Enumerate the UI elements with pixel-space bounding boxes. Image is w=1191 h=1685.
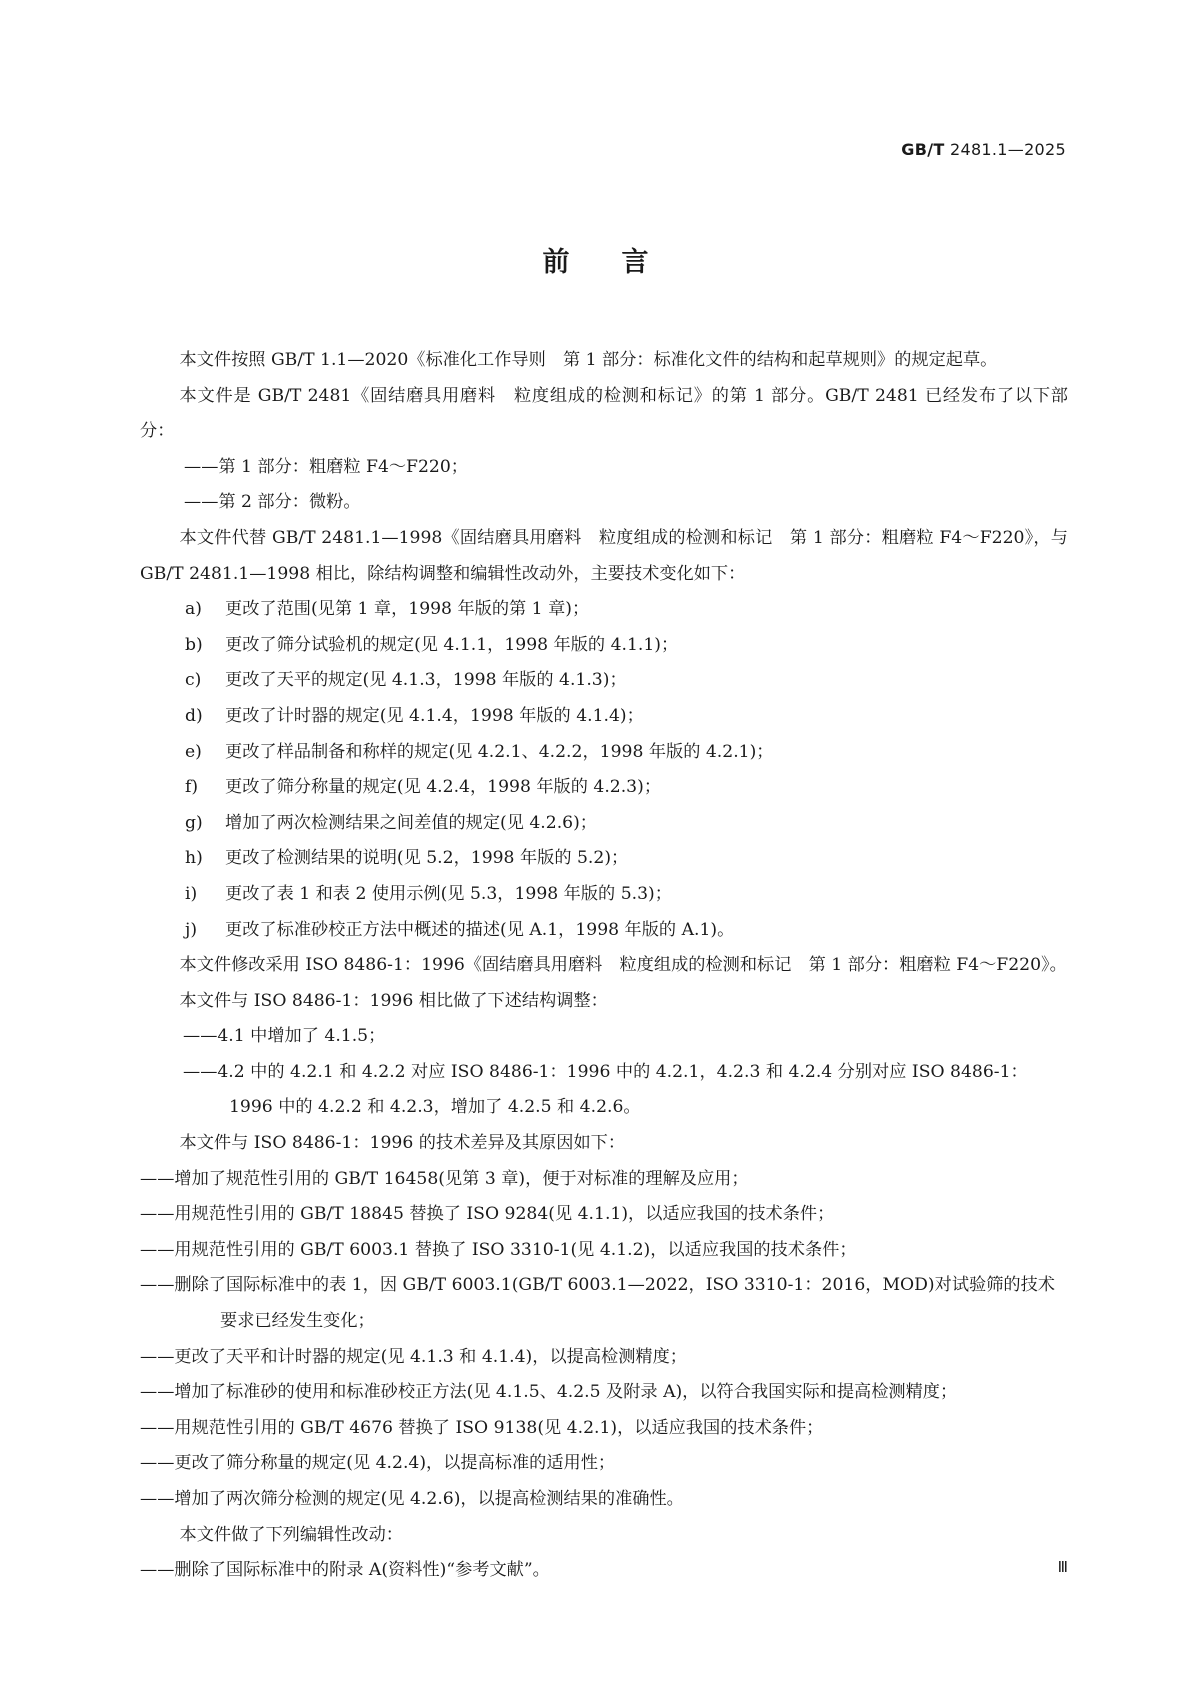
list-label: i) [185, 883, 198, 904]
standard-code-number: 2481.1—2025 [949, 140, 1066, 159]
list-label: g) [185, 812, 203, 833]
list-label: d) [185, 705, 203, 726]
difference-item: ——更改了天平和计时器的规定(见 4.1.3 和 4.1.4)，以提高检测精度； [140, 1346, 687, 1367]
paragraph-editorial-intro: 本文件做了下列编辑性改动： [179, 1524, 403, 1545]
part-item: ——第 2 部分：微粉。 [184, 492, 361, 513]
difference-item: ——用规范性引用的 GB/T 4676 替换了 ISO 9138(见 4.2.1)，以适应我国的技术条件； [140, 1417, 824, 1438]
list-item [140, 592, 1068, 628]
page-number: Ⅲ [1057, 1558, 1068, 1576]
list-label: f) [185, 777, 199, 798]
difference-item: ——更改了筛分称量的规定(见 4.2.4)，以提高标准的适用性； [140, 1453, 616, 1474]
list-text: 更改了筛分称量的规定(见 4.2.4，1998 年版的 4.2.3)； [225, 777, 662, 798]
paragraph-series-intro: 本文件是 GB/T 2481《固结磨具用磨料 粒度组成的检测和标记》的第 1 部分。GB/T 2481 已经发布了以下部分： [140, 385, 1068, 442]
paragraph-replacement: 本文件代替 GB/T 2481.1—1998《固结磨具用磨料 粒度组成的检测和标记 第 1 部分：粗磨粒 F4～F220》，与 GB/T 2481.1—1998 相比，除结构调整和编辑性改动外，主要技术变化如下： [140, 527, 1068, 584]
paragraph-drafting-rule: 本文件按照 GB/T 1.1—2020《标准化工作导则 第 1 部分：标准化文件的结构和起草规则》的规定起草。 [179, 350, 998, 370]
paragraph-structure-intro: 本文件与 ISO 8486-1：1996 相比做了下述结构调整： [179, 990, 608, 1011]
list-label: a) [185, 599, 202, 620]
list-text: 更改了表 1 和表 2 使用示例(见 5.3，1998 年版的 5.3)； [225, 883, 672, 904]
difference-item: ——增加了两次筛分检测的规定(见 4.2.6)，以提高检测结果的准确性。 [140, 1489, 684, 1509]
list-item [140, 663, 1068, 699]
difference-item: ——删除了国际标准中的表 1，因 GB/T 6003.1(GB/T 6003.1—2022，ISO 3310-1：2016，MOD)对试验筛的技术要求已经发生变化； [140, 1275, 1055, 1332]
difference-item: ——用规范性引用的 GB/T 6003.1 替换了 ISO 3310-1(见 4.1.2)，以适应我国的技术条件； [140, 1239, 857, 1260]
list-text: 更改了计时器的规定(见 4.1.4，1998 年版的 4.1.4)； [225, 705, 644, 726]
foreword-body [140, 343, 1068, 1589]
list-item [140, 913, 1068, 949]
list-text: 更改了检测结果的说明(见 5.2，1998 年版的 5.2)； [225, 848, 629, 869]
list-item [140, 735, 1068, 771]
editorial-item: ——删除了国际标准中的附录 A(资料性)“参考文献”。 [140, 1560, 550, 1581]
part-item: ——第 1 部分：粗磨粒 F4～F220； [184, 456, 468, 477]
list-item [140, 770, 1068, 806]
list-item [140, 877, 1068, 913]
structure-item: ——4.1 中增加了 4.1.5； [183, 1026, 386, 1047]
list-label: c) [185, 670, 202, 691]
list-text: 更改了筛分试验机的规定(见 4.1.1，1998 年版的 4.1.1)； [225, 634, 679, 655]
list-item [140, 628, 1068, 664]
list-item [140, 841, 1068, 877]
difference-item: ——增加了规范性引用的 GB/T 16458(见第 3 章)，便于对标准的理解及应用； [140, 1168, 749, 1189]
paragraph-adoption: 本文件修改采用 ISO 8486-1：1996《固结磨具用磨料 粒度组成的检测和标记 第 1 部分：粗磨粒 F4～F220》。 [179, 955, 1067, 976]
structure-item: ——4.2 中的 4.2.1 和 4.2.2 对应 ISO 8486-1：1996 中的 4.2.1，4.2.3 和 4.2.4 分别对应 ISO 8486-1：1996 中的 4.2.2 和 4.2.3，增加了 4.2.5 和 4.2.6。 [183, 1061, 1028, 1118]
list-item [140, 699, 1068, 735]
list-text: 更改了样品制备和称样的规定(见 4.2.1、4.2.2，1998 年版的 4.2.1)； [225, 741, 774, 762]
difference-item: ——增加了标准砂的使用和标准砂校正方法(见 4.1.5、4.2.5 及附录 A)，以符合我国实际和提高检测精度； [140, 1382, 958, 1403]
list-label: h) [185, 848, 203, 869]
changes-list [140, 592, 1068, 948]
paragraph-differences-intro: 本文件与 ISO 8486-1：1996 的技术差异及其原因如下： [179, 1133, 626, 1154]
list-label: e) [185, 741, 202, 762]
difference-item: ——用规范性引用的 GB/T 18845 替换了 ISO 9284(见 4.1.1)，以适应我国的技术条件； [140, 1204, 835, 1225]
standard-code-prefix: GB/T [901, 140, 945, 159]
list-text: 更改了范围(见第 1 章，1998 年版的第 1 章)； [225, 599, 590, 620]
list-label: j) [185, 919, 198, 940]
list-text: 更改了天平的规定(见 4.1.3，1998 年版的 4.1.3)； [225, 670, 627, 691]
standard-code [901, 140, 1066, 159]
list-text: 更改了标准砂校正方法中概述的描述(见 A.1，1998 年版的 A.1)。 [225, 919, 735, 940]
page-title: 前言 [542, 247, 701, 278]
list-text: 增加了两次检测结果之间差值的规定(见 4.2.6)； [225, 812, 597, 833]
list-label: b) [185, 634, 203, 655]
list-item [140, 806, 1068, 842]
